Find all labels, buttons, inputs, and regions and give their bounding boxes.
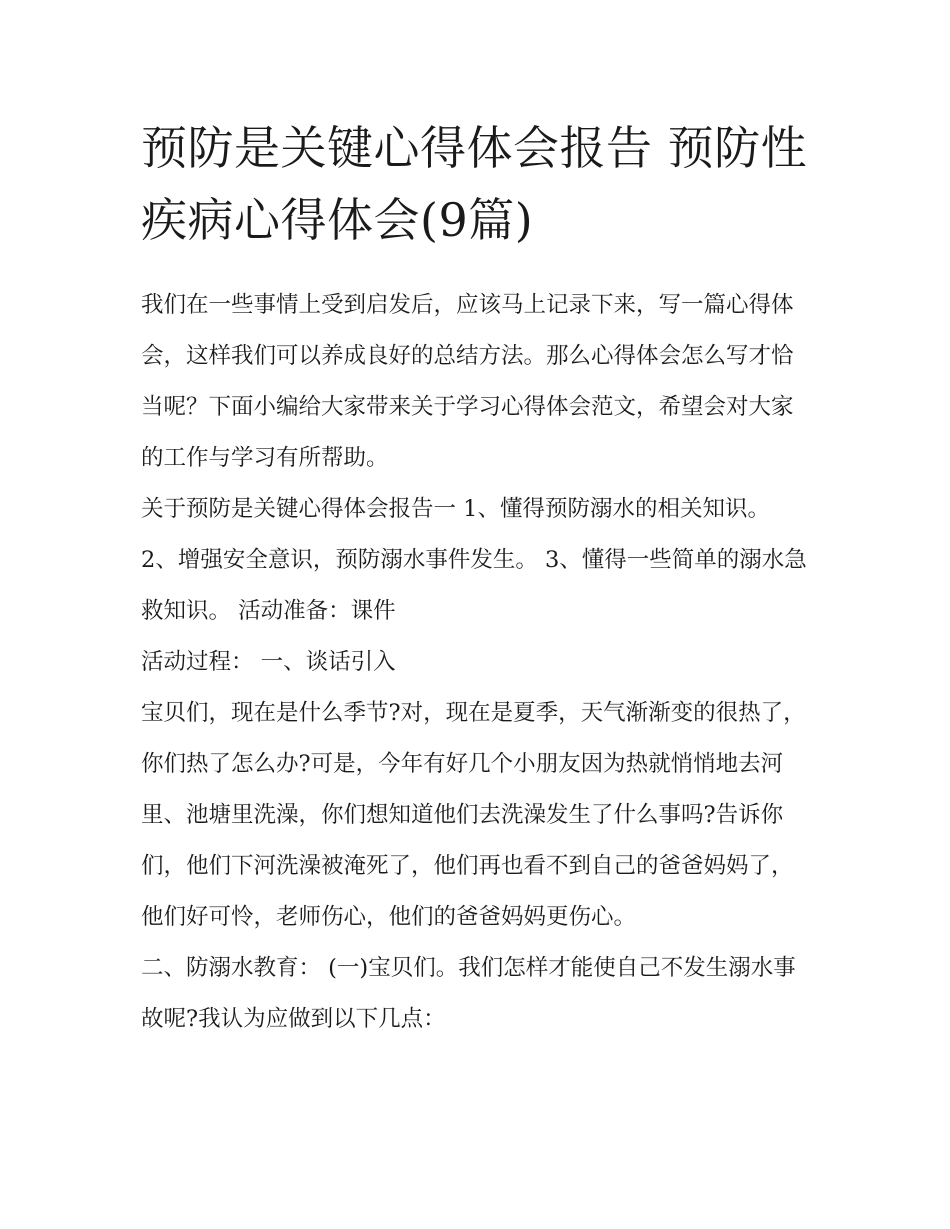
paragraph-conversation: 宝贝们，现在是什么季节?对，现在是夏季，天气渐渐变的很热了，你们热了怎么办?可是，今年有好几个小朋友因为热就悄悄地去河里、池塘里洗澡，你们想知道他们去洗澡发生了什么事吗?告诉你们，他们下河洗澡被淹死了，他们再也看不到自己的爸爸妈妈了，他们好可怜，老师伤心，他们的爸爸妈妈更伤心。: [141, 700, 806, 930]
paragraph-intro: 我们在一些事情上受到启发后，应该马上记录下来，写一篇心得体会，这样我们可以养成良好的总结方法。那么心得体会怎么写才恰当呢？下面小编给大家带来关于学习心得体会范文，希望会对大家的工作与学习有所帮助。: [141, 292, 794, 471]
document-title: 预防是关键心得体会报告 预防性疾病心得体会(9篇): [141, 121, 808, 247]
paragraph-education: 二、防溺水教育： (一)宝贝们。我们怎样才能使自己不发生溺水事故呢?我认为应做到以下几点：: [141, 955, 796, 1032]
paragraph-objectives: 关于预防是关键心得体会报告一 1、懂得预防溺水的相关知识。 2、增强安全意识，预防溺水事件发生。 3、懂得一些简单的溺水急救知识。 活动准备：课件: [141, 496, 807, 624]
paragraph-activity-process: 活动过程： 一、谈话引入: [141, 649, 396, 675]
document-page: [141, 112, 813, 1045]
